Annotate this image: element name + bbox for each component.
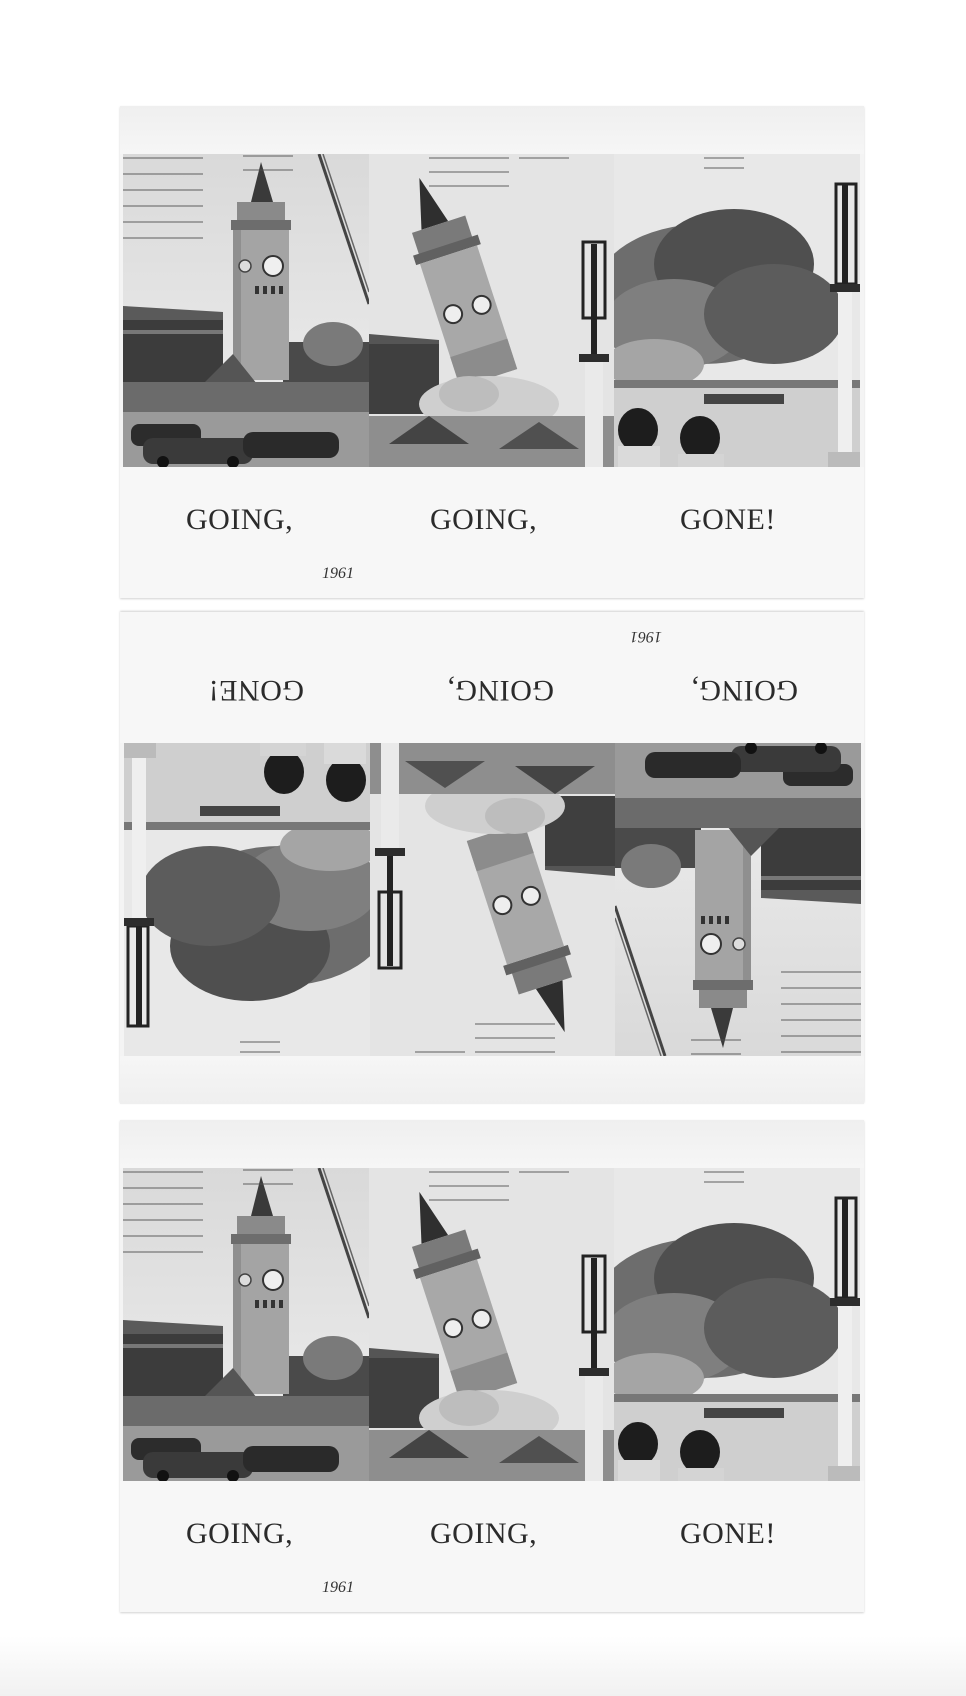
photo-strip xyxy=(124,743,861,1056)
postcard-upside-down xyxy=(120,612,864,1104)
caption-gone: GONE! xyxy=(680,1517,776,1550)
photo-tower-toppling xyxy=(370,743,616,1056)
postcard-top-margin xyxy=(120,106,864,154)
caption-gone: GONE! xyxy=(680,503,776,536)
postcard xyxy=(120,1120,864,1612)
handwritten-year: 1961 xyxy=(322,565,354,582)
photo-demolition-smoke xyxy=(614,154,860,467)
page-background xyxy=(0,1636,966,1696)
postcard-top-margin xyxy=(120,1120,864,1168)
caption-going-2: GOING, xyxy=(430,1517,538,1550)
caption-going-1: GOING, xyxy=(186,503,294,536)
handwritten-year: 1961 xyxy=(322,1579,354,1596)
caption-going-1: GOING, xyxy=(690,674,798,707)
caption-going-1: GOING, xyxy=(186,1517,294,1550)
postcard xyxy=(120,106,864,598)
photo-tower-toppling xyxy=(369,154,615,467)
photo-tower-standing xyxy=(615,743,861,1056)
caption-gone: GONE! xyxy=(208,674,304,707)
photo-tower-standing xyxy=(123,1168,369,1481)
photo-strip xyxy=(123,1168,860,1481)
caption-strip xyxy=(120,612,864,743)
caption-strip xyxy=(120,1481,864,1612)
photo-tower-standing xyxy=(123,154,369,467)
caption-going-2: GOING, xyxy=(430,503,538,536)
caption-strip xyxy=(120,467,864,598)
photo-tower-toppling xyxy=(369,1168,615,1481)
photo-strip xyxy=(123,154,860,467)
postcard-top-margin xyxy=(120,1056,864,1104)
handwritten-year: 1961 xyxy=(630,628,662,645)
caption-going-2: GOING, xyxy=(446,674,554,707)
photo-demolition-smoke xyxy=(124,743,370,1056)
photo-demolition-smoke xyxy=(614,1168,860,1481)
